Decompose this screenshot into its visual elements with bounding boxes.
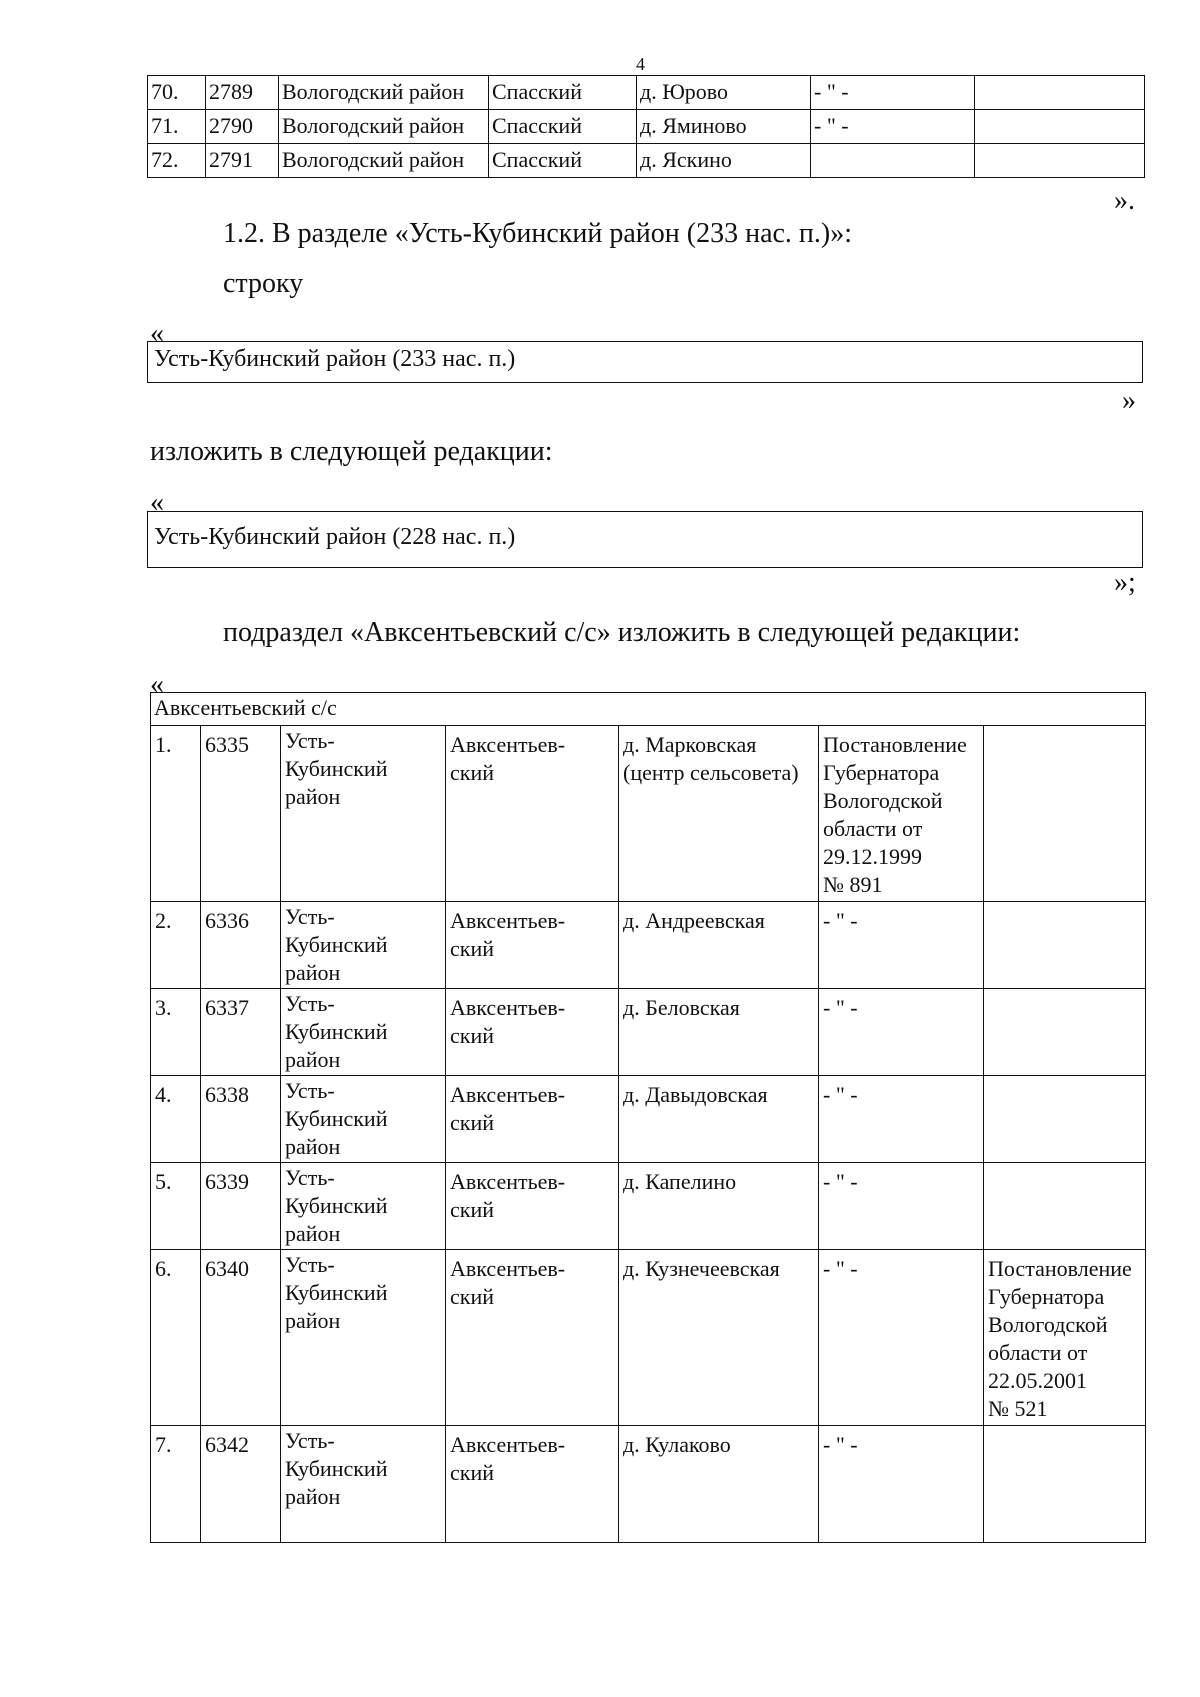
- row-settlement: д. Яминово: [637, 110, 811, 144]
- old-row-text: Усть-Кубинский район (233 нас. п.): [154, 346, 516, 372]
- row-number: 2.: [151, 902, 201, 989]
- row-number: 70.: [148, 76, 206, 110]
- row-note: [984, 1163, 1146, 1250]
- row-note: [984, 989, 1146, 1076]
- main-table: [150, 692, 1146, 1543]
- row-number: 4.: [151, 1076, 201, 1163]
- subsection-header: Авксентьевский с/с: [151, 693, 1146, 726]
- row-number: 1.: [151, 726, 201, 902]
- row-district: Усть- Кубинский район: [281, 1163, 446, 1250]
- close-quote: »;: [1114, 567, 1136, 598]
- row-code: 2791: [206, 144, 279, 178]
- close-quote: »: [1122, 385, 1136, 416]
- row-council: Спасский: [489, 76, 637, 110]
- row-settlement: д. Яскино: [637, 144, 811, 178]
- row-district: Вологодский район: [279, 110, 489, 144]
- row-council: Авксентьев- ский: [446, 1250, 619, 1426]
- row-act: Постановление Губернатора Вологодской области от 29.12.1999 № 891: [819, 726, 984, 902]
- section-heading: 1.2. В разделе «Усть-Кубинский район (233 нас. п.)»:: [223, 218, 853, 249]
- row-note: [975, 110, 1145, 144]
- row-number: 3.: [151, 989, 201, 1076]
- row-code: 6339: [201, 1163, 281, 1250]
- table-row: [151, 726, 1146, 902]
- row-note: Постановление Губернатора Вологодской области от 22.05.2001 № 521: [984, 1250, 1146, 1426]
- row-note: [984, 1426, 1146, 1543]
- row-council: Спасский: [489, 110, 637, 144]
- row-code: 6338: [201, 1076, 281, 1163]
- row-council: Авксентьев- ский: [446, 1163, 619, 1250]
- row-note: [984, 902, 1146, 989]
- row-number: 6.: [151, 1250, 201, 1426]
- table-row: [151, 1076, 1146, 1163]
- row-district: Усть- Кубинский район: [281, 726, 446, 902]
- row-act: - " -: [819, 989, 984, 1076]
- table-row: [151, 1426, 1146, 1543]
- row-district: Усть- Кубинский район: [281, 902, 446, 989]
- row-act: - " -: [819, 1163, 984, 1250]
- row-number: 5.: [151, 1163, 201, 1250]
- row-act: - " -: [811, 110, 975, 144]
- table-row: [151, 1163, 1146, 1250]
- row-council: Спасский: [489, 144, 637, 178]
- table-row: [148, 144, 1145, 178]
- row-act: - " -: [819, 1076, 984, 1163]
- table-row: [151, 989, 1146, 1076]
- old-row-box: [147, 341, 1143, 383]
- row-district: Усть- Кубинский район: [281, 989, 446, 1076]
- new-row-text: Усть-Кубинский район (228 нас. п.): [154, 524, 516, 550]
- table-row: [151, 902, 1146, 989]
- row-district: Усть- Кубинский район: [281, 1250, 446, 1426]
- new-row-box: [147, 511, 1143, 568]
- row-note: [975, 144, 1145, 178]
- instruction-text: изложить в следующей редакции:: [150, 436, 553, 467]
- table-row: [148, 76, 1145, 110]
- row-act: - " -: [819, 1426, 984, 1543]
- row-district: Вологодский район: [279, 144, 489, 178]
- row-settlement: д. Кулаково: [619, 1426, 819, 1543]
- row-settlement: д. Марковская (центр сельсовета): [619, 726, 819, 902]
- row-act: [811, 144, 975, 178]
- table-header-row: [151, 693, 1146, 726]
- row-district: Усть- Кубинский район: [281, 1426, 446, 1543]
- row-settlement: д. Юрово: [637, 76, 811, 110]
- row-council: Авксентьев- ский: [446, 989, 619, 1076]
- top-table: [147, 75, 1145, 178]
- row-act: - " -: [819, 1250, 984, 1426]
- row-settlement: д. Давыдовская: [619, 1076, 819, 1163]
- open-quote: «: [150, 487, 164, 518]
- row-code: 6342: [201, 1426, 281, 1543]
- line-text: строку: [223, 268, 304, 299]
- row-act: - " -: [819, 902, 984, 989]
- row-code: 2789: [206, 76, 279, 110]
- row-code: 2790: [206, 110, 279, 144]
- row-council: Авксентьев- ский: [446, 1076, 619, 1163]
- row-district: Вологодский район: [279, 76, 489, 110]
- row-act: - " -: [811, 76, 975, 110]
- page-number: 4: [636, 54, 645, 74]
- row-note: [984, 726, 1146, 902]
- row-settlement: д. Капелино: [619, 1163, 819, 1250]
- open-quote: «: [150, 669, 164, 700]
- row-code: 6337: [201, 989, 281, 1076]
- row-settlement: д. Андреевская: [619, 902, 819, 989]
- open-quote: «: [150, 318, 164, 349]
- row-council: Авксентьев- ский: [446, 902, 619, 989]
- row-settlement: д. Кузнечеевская: [619, 1250, 819, 1426]
- close-quote: ».: [1114, 185, 1135, 216]
- row-council: Авксентьев- ский: [446, 726, 619, 902]
- table-row: [151, 1250, 1146, 1426]
- row-council: Авксентьев- ский: [446, 1426, 619, 1543]
- row-settlement: д. Беловская: [619, 989, 819, 1076]
- row-district: Усть- Кубинский район: [281, 1076, 446, 1163]
- row-code: 6340: [201, 1250, 281, 1426]
- row-number: 71.: [148, 110, 206, 144]
- table-row: [148, 110, 1145, 144]
- row-number: 7.: [151, 1426, 201, 1543]
- row-code: 6335: [201, 726, 281, 902]
- subsection-instruction: подраздел «Авксентьевский с/с» изложить в следующей редакции:: [223, 617, 1021, 648]
- row-note: [975, 76, 1145, 110]
- row-code: 6336: [201, 902, 281, 989]
- row-number: 72.: [148, 144, 206, 178]
- row-note: [984, 1076, 1146, 1163]
